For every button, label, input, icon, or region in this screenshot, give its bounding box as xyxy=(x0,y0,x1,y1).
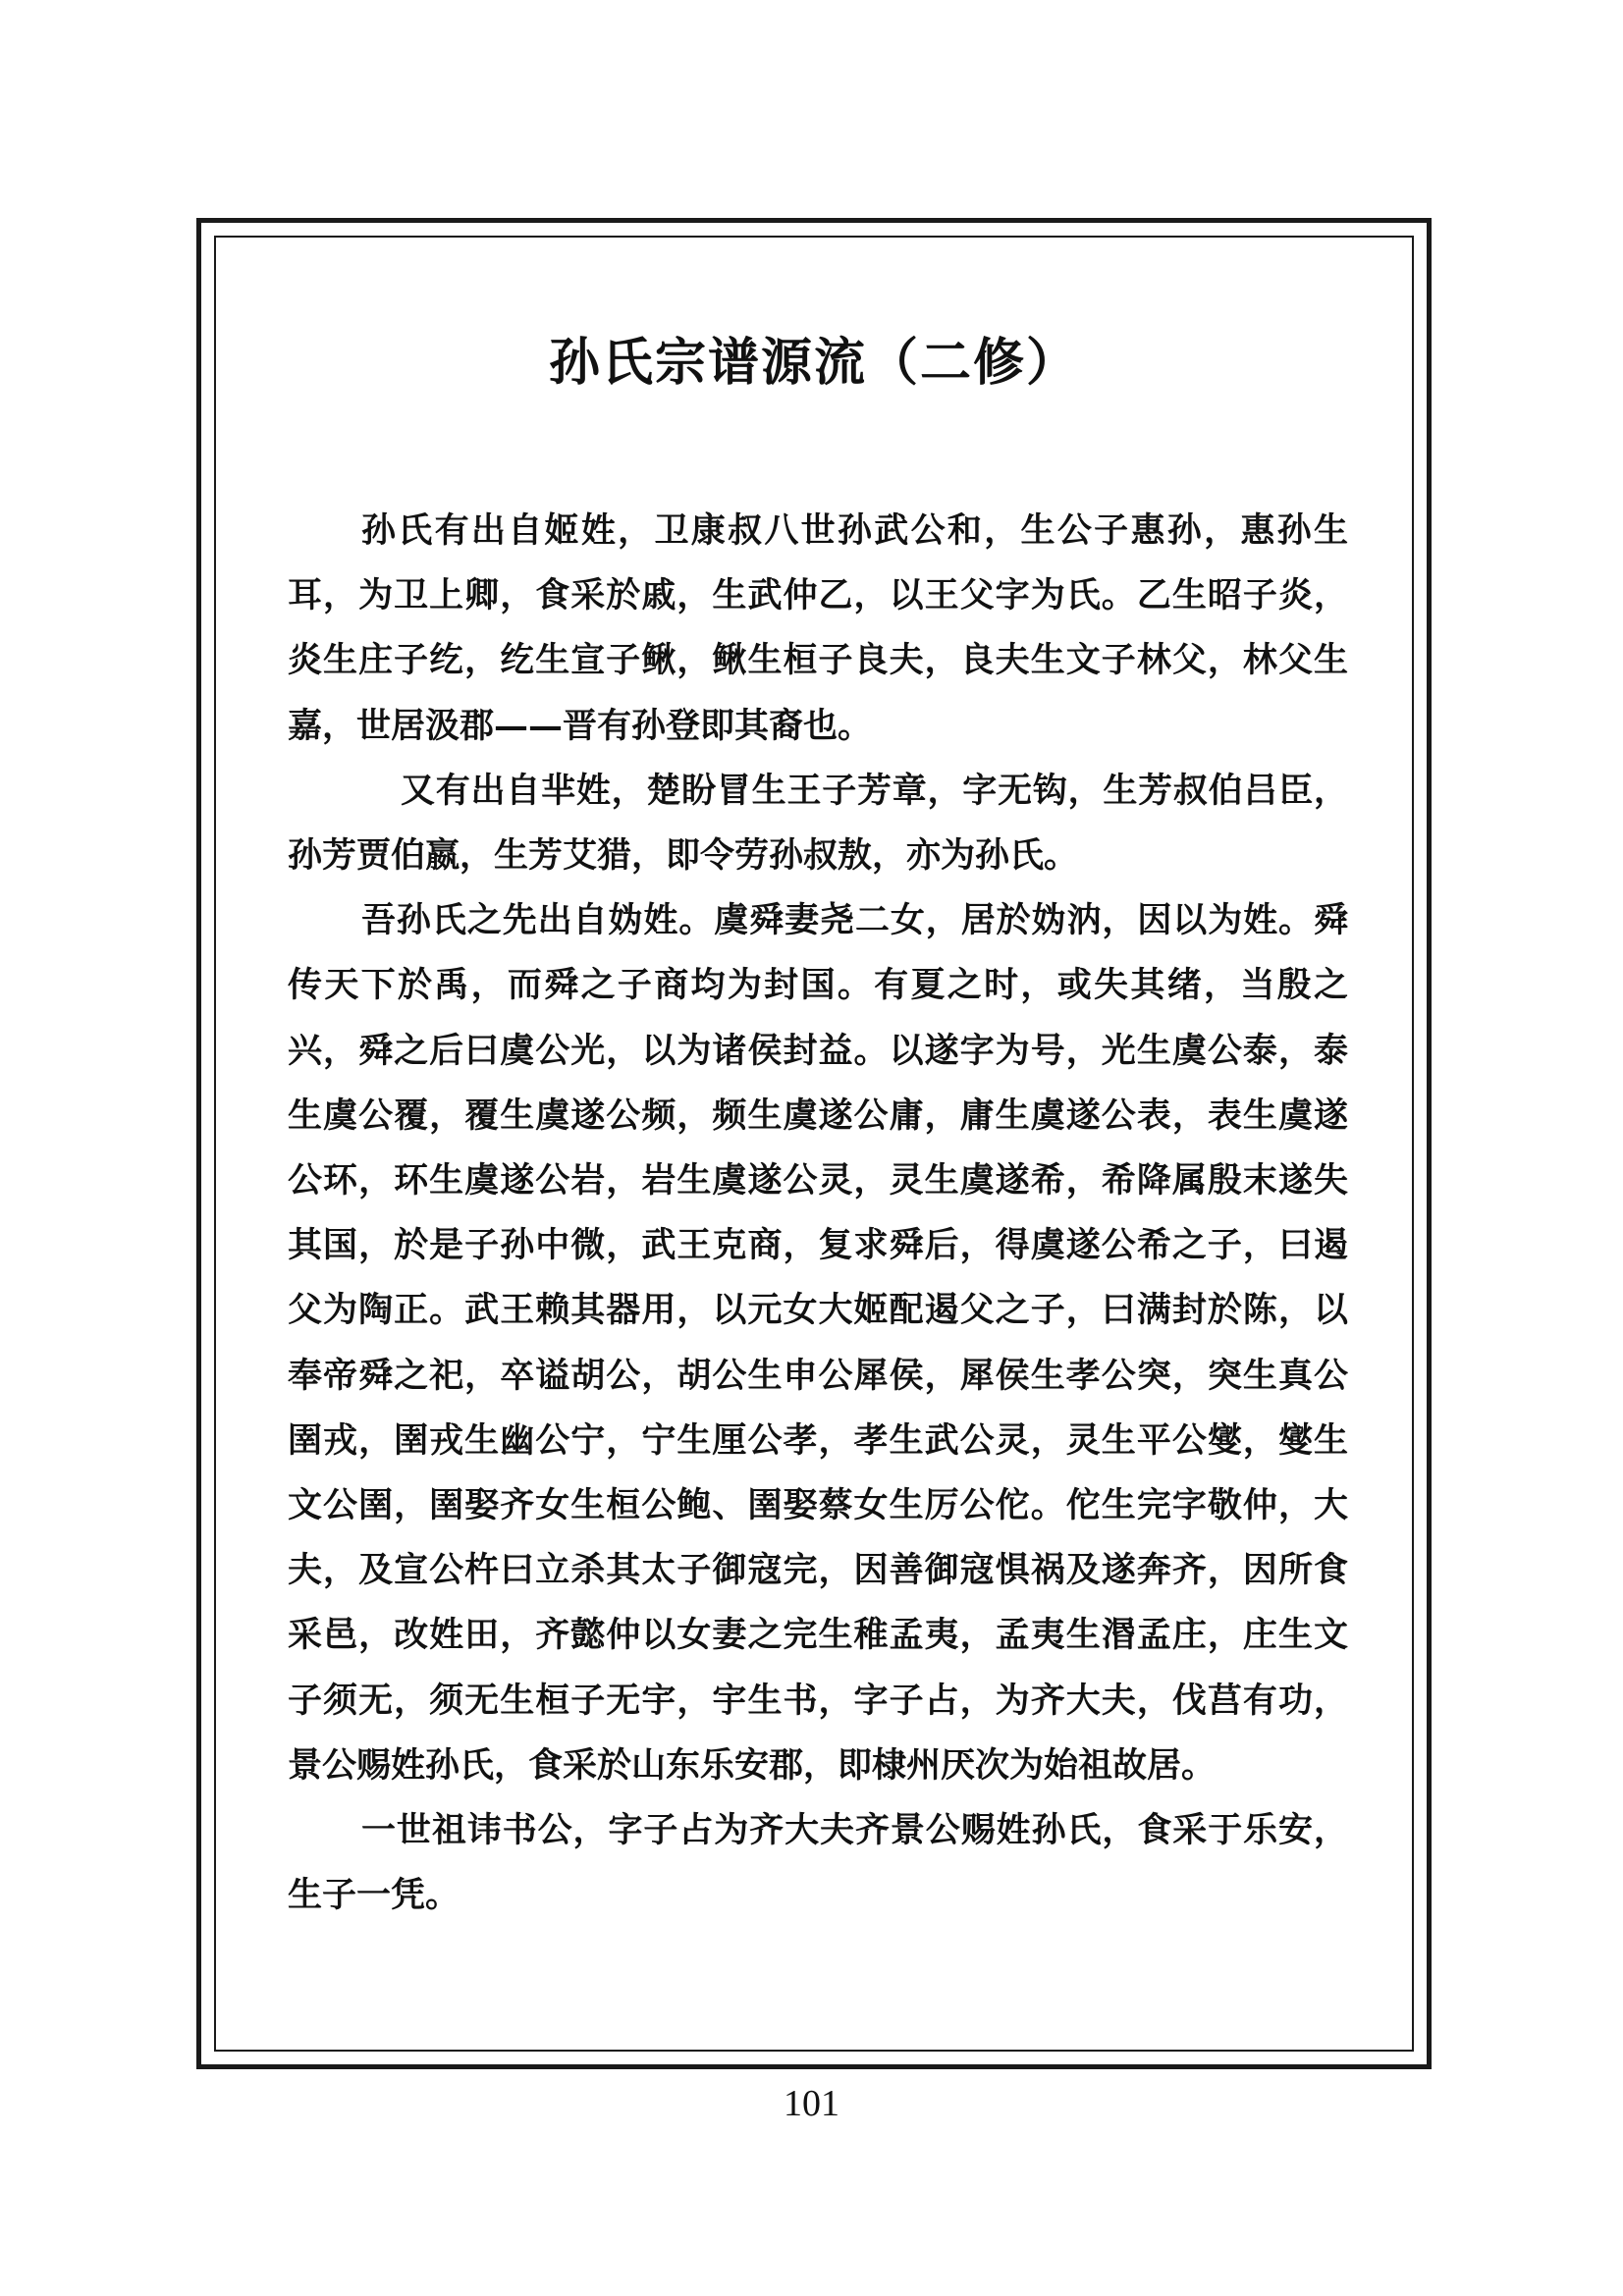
body-text xyxy=(288,499,1348,1928)
page-title: 孙氏宗谱源流（二修） xyxy=(548,333,1079,393)
paragraph-ji-origin: 孙氏有出自姬姓，卫康叔八世孙武公和，生公子惠孙，惠孙生耳，为卫上卿，食采於戚，生武仲乙，以王父字为氏。乙生昭子炎，炎生庄子纥，纥生宣子鳅，鳅生桓子良夫，良夫生文子林父，林父生嘉，世居汲郡——晋有孙登即其裔也。 xyxy=(288,510,1348,746)
paragraph-mi-origin: 又有出自芈姓，楚盼冒生王子芳章，字无钩，生芳叔伯吕臣，孙芳贾伯嬴，生芳艾猎，即令劳孙叔敖，亦为孙氏。 xyxy=(288,770,1348,877)
page-number: 101 xyxy=(784,2083,839,2124)
paragraph-first-ancestor: 一世祖讳书公，字子占为齐大夫齐景公赐姓孙氏，食采于乐安，生子一凭。 xyxy=(288,1810,1348,1916)
paragraph-gui-origin: 吾孙氏之先出自妫姓。虞舜妻尧二女，居於妫汭，因以为姓。舜传天下於禹，而舜之子商均为封国。有夏之时，或失其绪，当殷之兴，舜之后曰虞公光，以为诸侯封益。以遂字为号，光生虞公泰，泰生虞公覆，覆生虞遂公频，频生虞遂公庸，庸生虞遂公表，表生虞遂公环，环生虞遂公岩，岩生虞遂公灵，灵生虞遂希，希降属殷末遂失其国，於是子孙中微，武王克商，复求舜后，得虞遂公希之子，曰遏父为陶正。武王赖其器用，以元女大姬配遏父之子，曰满封於陈，以奉帝舜之祀，卒谥胡公，胡公生申公犀侯，犀侯生孝公突，突生真公圉戎，圉戎生幽公宁，宁生厘公孝，孝生武公灵，灵生平公燮，燮生文公圉，圉娶齐女生桓公鲍、圉娶蔡女生厉公佗。佗生完字敬仲，大夫，及宣公杵曰立杀其太子御寇完，因善御寇惧祸及遂奔齐，因所食采邑，改姓田，齐懿仲以女妻之完生稚孟夷，孟夷生湣孟庄，庄生文子须无，须无生桓子无宇，宇生书，字子占，为齐大夫，伐莒有功，景公赐姓孙氏，食采於山东乐安郡，即棣州厌次为始祖故居。 xyxy=(288,900,1348,1786)
